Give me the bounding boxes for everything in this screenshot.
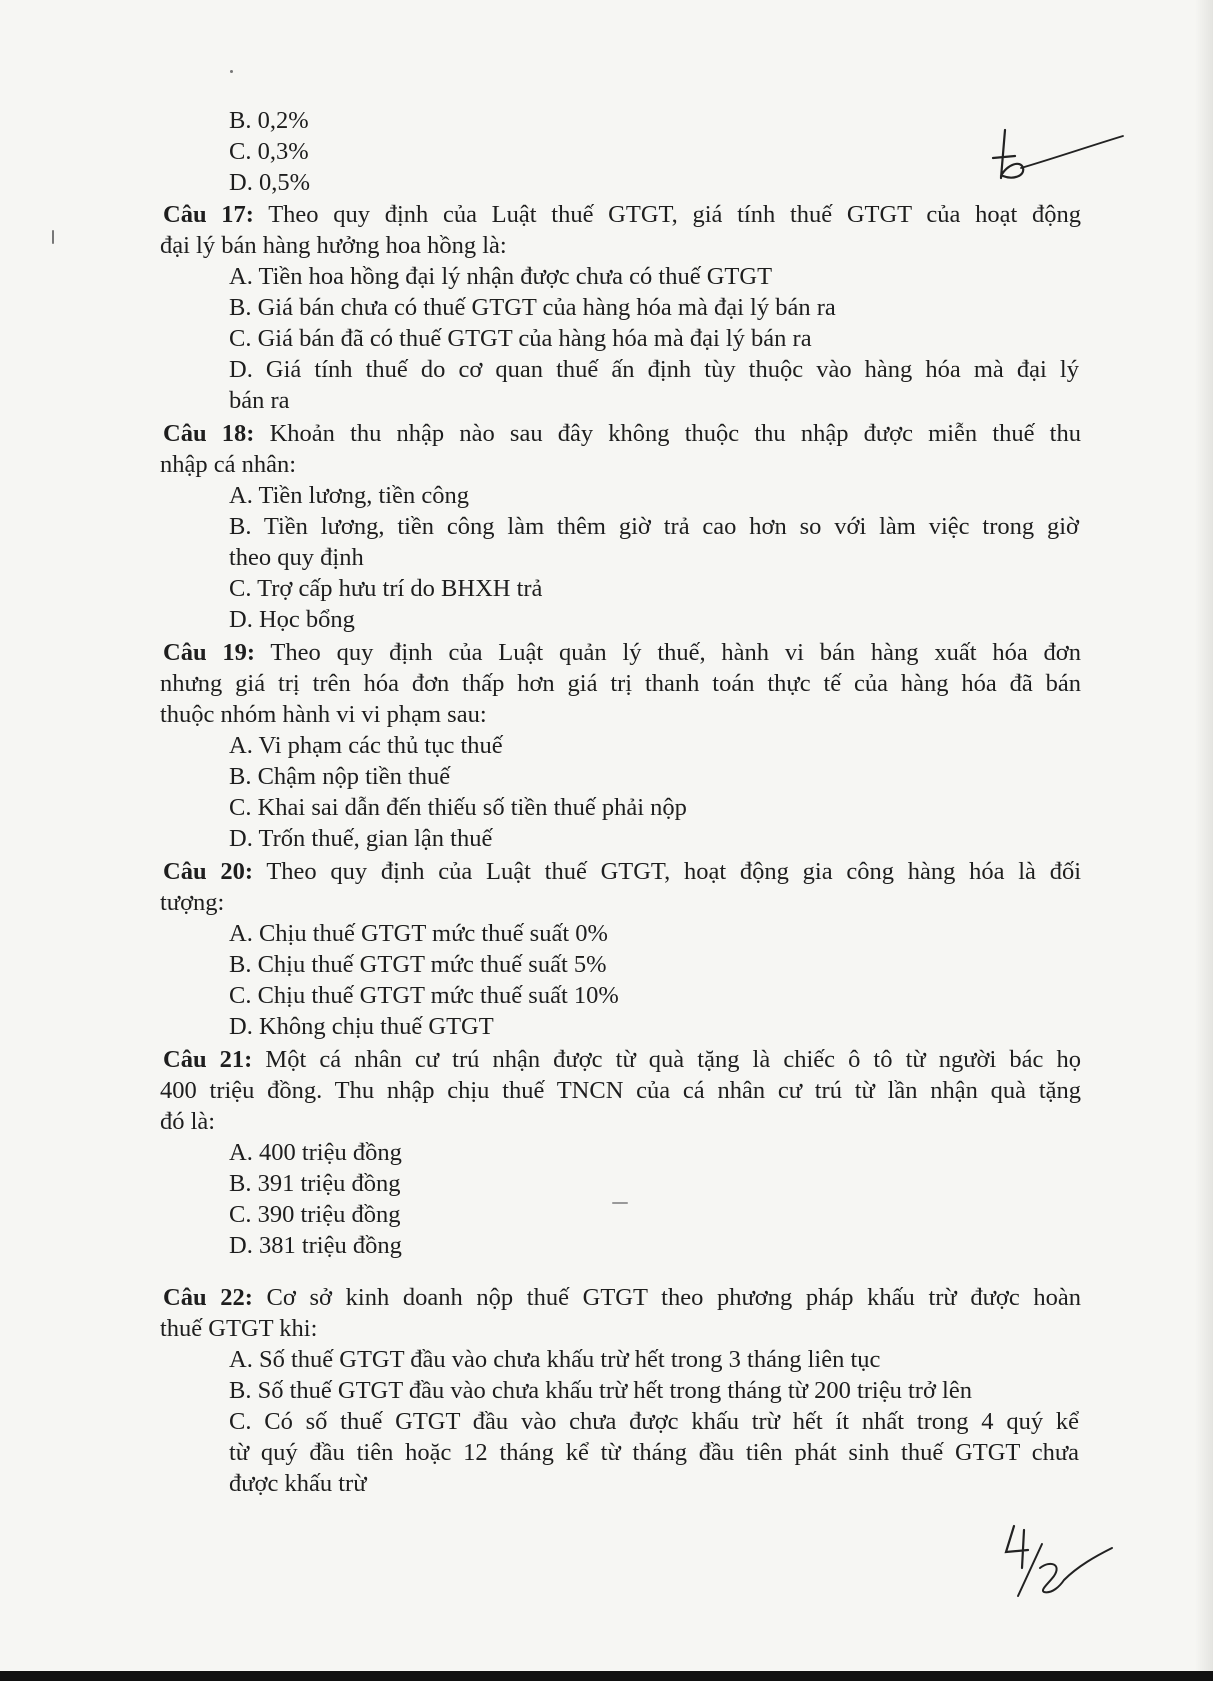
q16-option-c: C. 0,3% [229, 138, 309, 165]
q17-option-d: D. Giá tính thuế do cơ quan thuế ấn định tùy thuộc vào hàng hóa mà đại lý [229, 356, 1079, 383]
question-18 [163, 419, 1081, 449]
question-20-continued: tượng: [160, 889, 225, 916]
question-text: Khoản thu nhập nào sau đây không thuộc thu nhập được miễn thuế thu [254, 420, 1081, 447]
question-text: Theo quy định của Luật thuế GTGT, giá tính thuế GTGT của hoạt động [253, 201, 1081, 228]
question-text: Theo quy định của Luật thuế GTGT, hoạt động gia công hàng hóa là đối [253, 858, 1081, 885]
q19-option-b: B. Chậm nộp tiền thuế [229, 763, 451, 790]
q21-option-c: C. 390 triệu đồng [229, 1201, 401, 1228]
handwritten-page-number [1000, 1520, 1120, 1600]
q20-option-c: C. Chịu thuế GTGT mức thuế suất 10% [229, 982, 619, 1009]
question-text: Cơ sở kinh doanh nộp thuế GTGT theo phương pháp khấu trừ được hoàn [252, 1284, 1081, 1311]
question-number: Câu 20: [163, 858, 253, 885]
question-17 [163, 200, 1081, 230]
question-number: Câu 19: [163, 639, 256, 666]
q18-option-b: B. Tiền lương, tiền công làm thêm giờ trả cao hơn so với làm việc trong giờ [229, 513, 1079, 540]
q18-option-b-continued: theo quy định [229, 544, 364, 571]
question-number: Câu 21: [163, 1046, 253, 1073]
q21-option-a: A. 400 triệu đồng [229, 1139, 402, 1166]
question-text: Theo quy định của Luật quản lý thuế, hành vi bán hàng xuất hóa đơn [255, 639, 1081, 666]
question-19-continued: nhưng giá trị trên hóa đơn thấp hơn giá trị thanh toán thực tế của hàng hóa đã bán [160, 670, 1081, 697]
q20-option-b: B. Chịu thuế GTGT mức thuế suất 5% [229, 951, 607, 978]
question-number: Câu 18: [163, 420, 255, 447]
q20-option-d: D. Không chịu thuế GTGT [229, 1013, 494, 1040]
scan-speck [230, 70, 233, 73]
scan-edge [1195, 0, 1213, 1681]
q21-option-b: B. 391 triệu đồng [229, 1170, 401, 1197]
q18-option-d: D. Học bổng [229, 606, 355, 633]
q19-option-c: C. Khai sai dẫn đến thiếu số tiền thuế phải nộp [229, 794, 687, 821]
q17-option-c: C. Giá bán đã có thuế GTGT của hàng hóa mà đại lý bán ra [229, 325, 812, 352]
question-21 [163, 1045, 1081, 1075]
q22-option-c-continued: từ quý đầu tiên hoặc 12 tháng kể từ tháng đầu tiên phát sinh thuế GTGT chưa [229, 1439, 1079, 1466]
scan-speck [52, 230, 54, 244]
question-number: Câu 22: [163, 1284, 253, 1311]
question-21-continued: 400 triệu đồng. Thu nhập chịu thuế TNCN của cá nhân cư trú từ lần nhận quà tặng [160, 1077, 1081, 1104]
scan-edge [0, 1671, 1213, 1681]
q16-option-b: B. 0,2% [229, 107, 309, 134]
q18-option-c: C. Trợ cấp hưu trí do BHXH trả [229, 575, 543, 602]
question-17-continued: đại lý bán hàng hưởng hoa hồng là: [160, 232, 507, 259]
question-19 [163, 638, 1081, 668]
question-22 [163, 1283, 1081, 1313]
q21-option-d: D. 381 triệu đồng [229, 1232, 402, 1259]
handwritten-answer-mark [985, 120, 1125, 190]
question-text: Một cá nhân cư trú nhận được từ quà tặng là chiếc ô tô từ người bác họ [252, 1046, 1081, 1073]
q17-option-b: B. Giá bán chưa có thuế GTGT của hàng hóa mà đại lý bán ra [229, 294, 836, 321]
q18-option-a: A. Tiền lương, tiền công [229, 482, 469, 509]
question-21-continued: đó là: [160, 1108, 216, 1135]
question-19-continued: thuộc nhóm hành vi vi phạm sau: [160, 701, 487, 728]
q20-option-a: A. Chịu thuế GTGT mức thuế suất 0% [229, 920, 608, 947]
q19-option-a: A. Vi phạm các thủ tục thuế [229, 732, 503, 759]
q22-option-c-continued: được khấu trừ [229, 1470, 367, 1497]
question-22-continued: thuế GTGT khi: [160, 1315, 318, 1342]
q22-option-b: B. Số thuế GTGT đầu vào chưa khấu trừ hết trong tháng từ 200 triệu trở lên [229, 1377, 972, 1404]
question-20 [163, 857, 1081, 887]
q19-option-d: D. Trốn thuế, gian lận thuế [229, 825, 493, 852]
scan-speck [612, 1202, 628, 1204]
q22-option-c: C. Có số thuế GTGT đầu vào chưa được khấu trừ hết ít nhất trong 4 quý kể [229, 1408, 1079, 1435]
question-18-continued: nhập cá nhân: [160, 451, 297, 478]
question-number: Câu 17: [163, 201, 254, 228]
q17-option-d-continued: bán ra [229, 387, 290, 414]
q16-option-d: D. 0,5% [229, 169, 310, 196]
q22-option-a: A. Số thuế GTGT đầu vào chưa khấu trừ hết trong 3 tháng liên tục [229, 1346, 881, 1373]
q17-option-a: A. Tiền hoa hồng đại lý nhận được chưa có thuế GTGT [229, 263, 773, 290]
